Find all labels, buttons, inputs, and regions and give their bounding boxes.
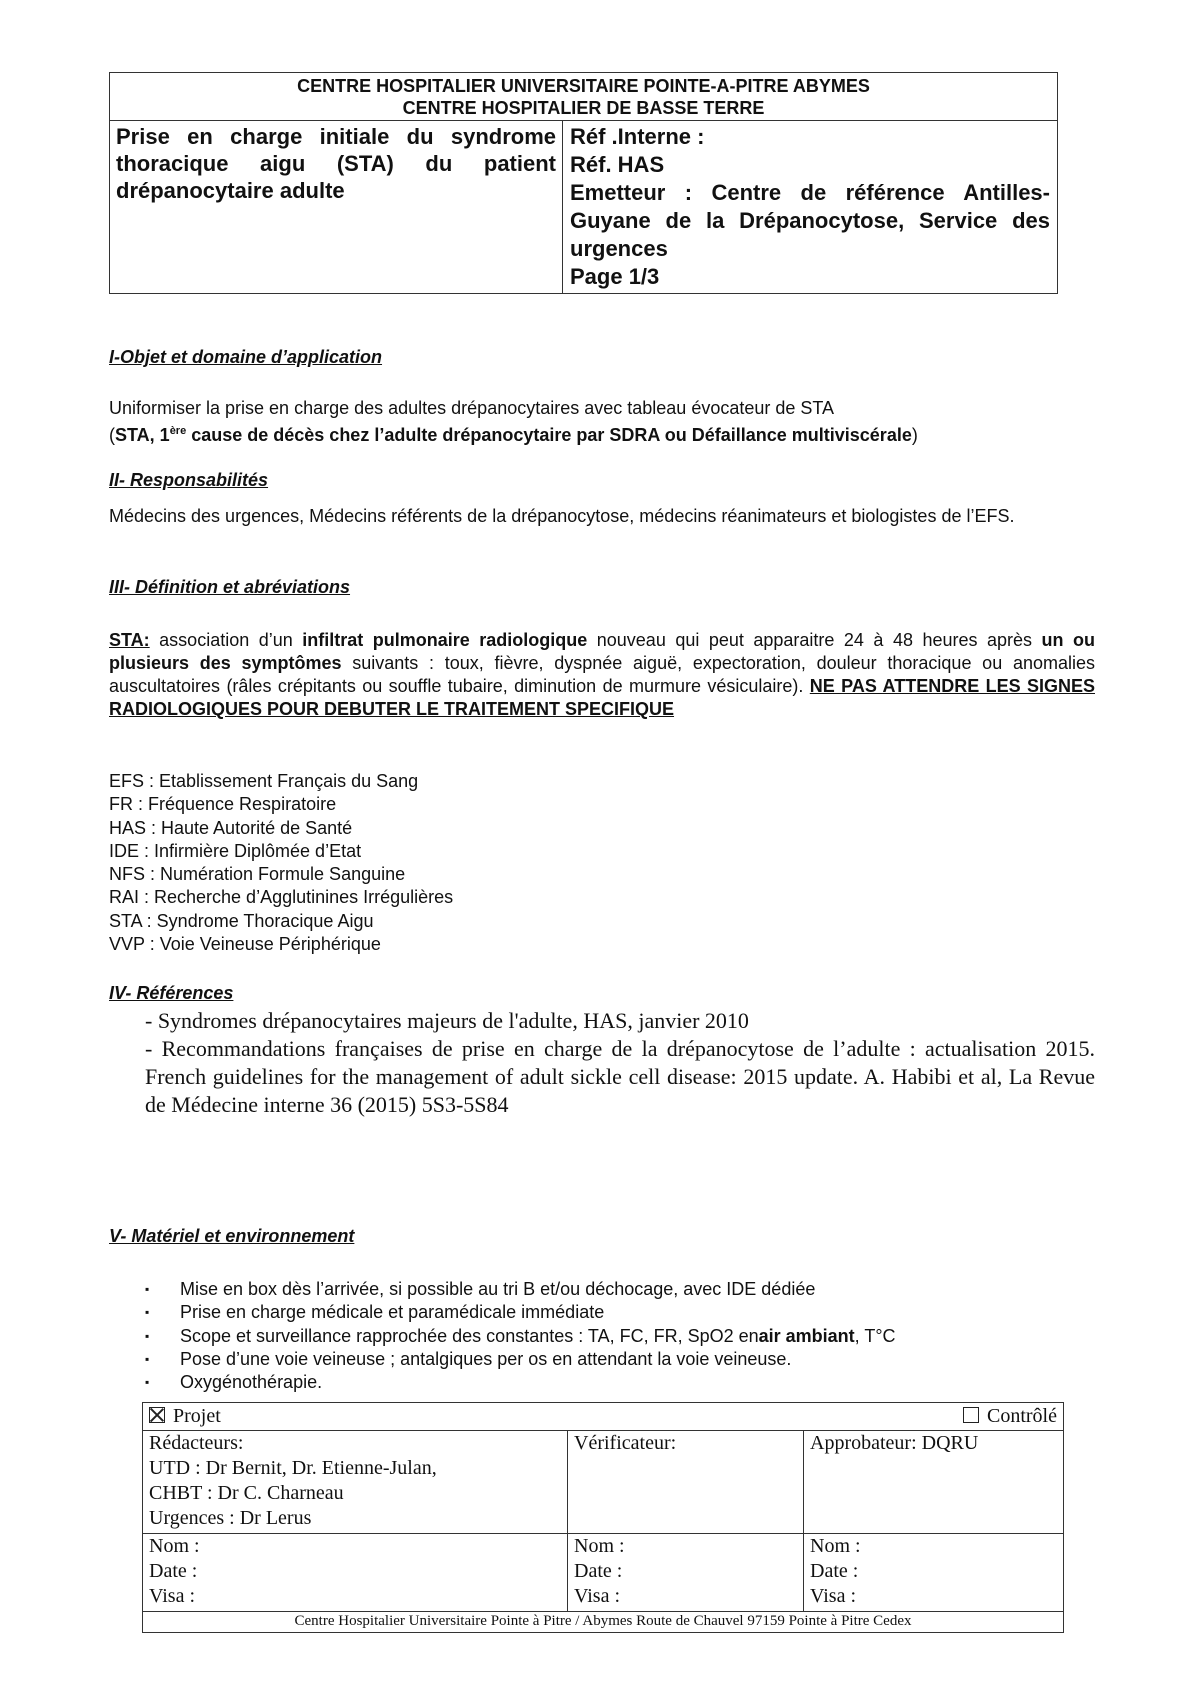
list-item: ▪ Pose d’une voie veineuse ; antalgiques per os en attendant la voie veineuse. (145, 1348, 896, 1371)
list-item: STA : Syndrome Thoracique Aigu (109, 910, 374, 931)
unchecked-box-icon (963, 1407, 979, 1423)
bullet-icon: ▪ (145, 1375, 150, 1390)
bullet-icon: ▪ (145, 1282, 150, 1296)
reference-2: - Recommandations françaises de prise en charge de la drépanocytose de l’adulte : actualisation 2015. French guidelines for the management of adult sickle cell disease: 2015 update. A. Habibi et al, La Revue de Médecine interne 36 (2015) 5S3-5S84 (145, 1036, 1095, 1117)
list-item: ▪ Oxygénothérapie. (145, 1371, 896, 1394)
bullet-icon: ▪ (145, 1351, 150, 1366)
approbateur-cell: Approbateur: DQRU (810, 1432, 979, 1454)
signature-cell-approbateur: Nom : Date : Visa : (810, 1535, 861, 1607)
ref-interne: Réf .Interne : (570, 124, 705, 149)
section-2-title: II- Responsabilités (109, 470, 269, 490)
section-2-body: Médecins des urgences, Médecins référents de la drépanocytose, médecins réanimateurs et biologistes de l’EFS. (109, 506, 1015, 526)
hospital-address: Centre Hospitalier Universitaire Pointe à Pitre / Abymes Route de Chauvel 97159 Pointe à Pitre Cedex (294, 1613, 912, 1629)
checked-box-icon (149, 1407, 165, 1423)
section-4-title: IV- Références (109, 983, 234, 1003)
section-1-title: I-Objet et domaine d’application (109, 347, 383, 367)
list-item: RAI : Recherche d’Agglutinines Irrégulières (109, 887, 454, 908)
references-list (145, 1007, 1095, 1119)
validation-table (142, 1402, 1064, 1633)
bullet-icon: ▪ (145, 1305, 150, 1320)
materiel-list (145, 1278, 896, 1394)
list-item: NFS : Numération Formule Sanguine (109, 864, 406, 885)
page-number: Page 1/3 (570, 264, 660, 289)
projet-status: Projet (149, 1404, 221, 1429)
ref-has: Réf. HAS (570, 152, 665, 177)
section-1-line-2: (STA, 1ère cause de décès chez l’adulte drépanocytaire par SDRA ou Défaillance multiviscérale) (109, 425, 918, 445)
abbreviation-list (109, 770, 453, 956)
section-3-title: III- Définition et abréviations (109, 577, 351, 597)
section-1-line-1: Uniformiser la prise en charge des adultes drépanocytaires avec tableau évocateur de STA (109, 398, 835, 418)
section-1-body (109, 397, 1095, 447)
list-item: EFS : Etablissement Français du Sang (109, 771, 419, 791)
list-item: HAS : Haute Autorité de Santé (109, 817, 353, 838)
list-item: ▪ Prise en charge médicale et paramédicale immédiate (145, 1301, 896, 1324)
emetteur: Emetteur : Centre de référence Antilles-Guyane de la Drépanocytose, Service des urgences (570, 180, 1050, 261)
bullet-icon: ▪ (145, 1328, 150, 1343)
org-line-2: CENTRE HOSPITALIER DE BASSE TERRE (402, 98, 765, 118)
org-line-1: CENTRE HOSPITALIER UNIVERSITAIRE POINTE-A-PITRE ABYMES (297, 76, 870, 96)
warning-text: NE PAS ATTENDRE LES SIGNES RADIOLOGIQUES POUR DEBUTER LE TRAITEMENT SPECIFIQUE (109, 676, 1095, 719)
signature-cell-redacteurs: Nom : Date : Visa : (143, 1534, 568, 1611)
list-item: ▪ Mise en box dès l’arrivée, si possible au tri B et/ou déchocage, avec IDE dédiée (145, 1278, 896, 1301)
document-meta (563, 121, 1057, 293)
redacteurs-cell: Rédacteurs: UTD : Dr Bernit, Dr. Etienne-Julan, CHBT : Dr C. Charneau Urgences : Dr Lerus (143, 1431, 568, 1533)
header-table (109, 72, 1058, 294)
signature-cell-verificateur: Nom : Date : Visa : (568, 1534, 804, 1611)
list-item: VVP : Voie Veineuse Périphérique (109, 934, 381, 955)
controle-status: Contrôlé (963, 1404, 1057, 1429)
document-title: Prise en charge initiale du syndrome thoracique aigu (STA) du patient drépanocytaire adulte (110, 121, 563, 293)
list-item: ▪ Scope et surveillance rapprochée des constantes : TA, FC, FR, SpO2 en air ambiant , T°C (145, 1325, 896, 1348)
header-org (110, 73, 1057, 121)
section-5-title: V- Matériel et environnement (109, 1226, 355, 1246)
list-item: FR : Fréquence Respiratoire (109, 794, 337, 815)
list-item: IDE : Infirmière Diplômée d’Etat (109, 840, 362, 861)
verificateur-cell: Vérificateur: (568, 1431, 804, 1533)
sta-label: STA: (109, 630, 150, 650)
reference-1: - Syndromes drépanocytaires majeurs de l'adulte, HAS, janvier 2010 (145, 1008, 749, 1033)
sta-definition: STA: association d’un infiltrat pulmonaire radiologique nouveau qui peut apparaitre 24 à 48 heures après un ou plusieurs des symptômes suivants : toux, fièvre, dyspnée aiguë, expectoration, douleur thoracique ou anomalies auscultatoires (râles crépitants ou souffle tubaire, diminution de murmure vésiculaire). NE PAS ATTENDRE LES SIGNES RADIOLOGIQUES POUR DEBUTER LE TRAITEMENT SPECIFIQUE (109, 630, 1095, 719)
